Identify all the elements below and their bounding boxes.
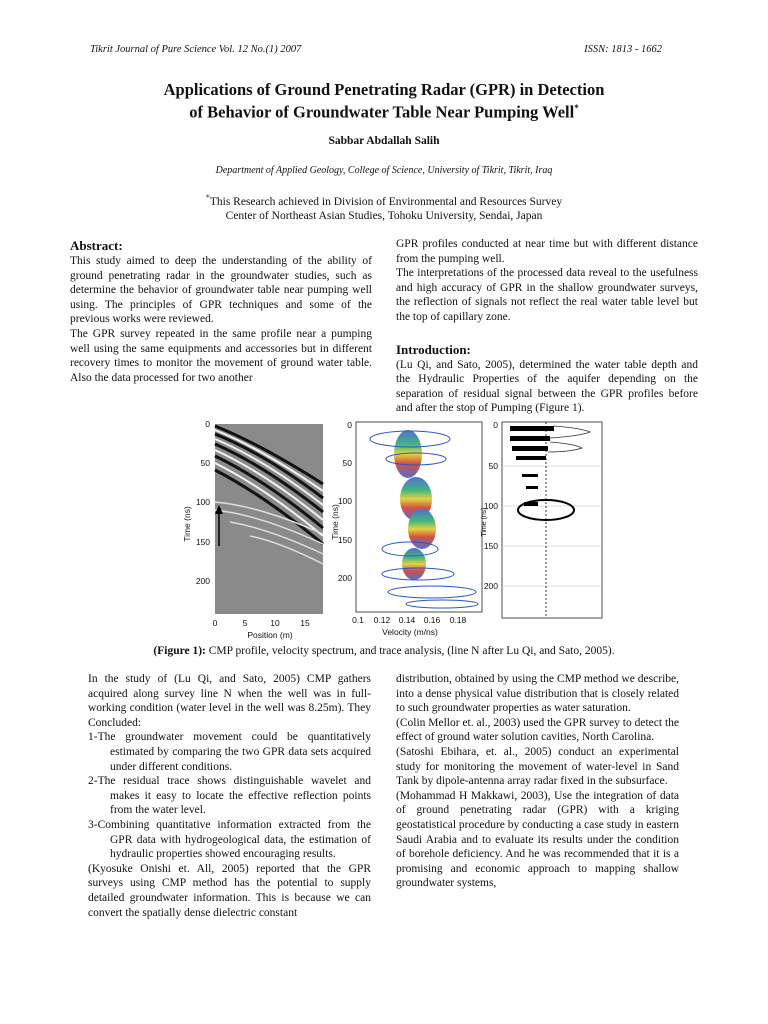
p3-ytick-200: 200 [483, 581, 498, 591]
p3-ytick-150: 150 [483, 541, 498, 551]
p1-ytick-150: 150 [195, 537, 210, 547]
p2-x-axis-label: Velocity (m/ns) [382, 627, 438, 637]
author-name: Sabbar Abdallah Salih [328, 135, 440, 147]
affiliation: Department of Applied Geology, College of Science, University of Tikrit, Tikrit, Iraq [215, 165, 553, 176]
paper-title [40, 80, 728, 122]
title-footnote-mark: * [574, 103, 579, 113]
figure-1 [170, 414, 610, 642]
p2-y-axis-label: Time (ns) [330, 504, 340, 540]
introduction-heading: Introduction: [396, 341, 471, 357]
p1-ytick-50: 50 [200, 458, 210, 468]
abstract-paragraph-2: The GPR survey repeated in the same profile near a pumping well using the same equipments and accessories but in different recovery times to monitor the movement of ground water table. Also the data processed for two another [70, 327, 372, 384]
body-right-column [396, 672, 679, 891]
body-right-paragraph-2: (Colin Mellor et. al., 2003) used the GPR survey to detect the effect of ground water solution cavities, North Carolina. [396, 716, 679, 744]
title-line-1: Applications of Ground Penetrating Radar (GPR) in Detection [163, 80, 605, 99]
conclusion-item-2: 2-The residual trace shows distinguishable wavelet and makes it easy to locate the effective reflection points from the water level. [88, 775, 371, 817]
conclusion-item-1: 1-The groundwater movement could be quantitatively estimated by comparing the two GPR data sets acquired under different conditions. [88, 731, 371, 773]
title-line-2-text: of Behavior of Groundwater Table Near Pumping Well [189, 102, 575, 122]
p2-ytick-0: 0 [347, 420, 352, 430]
body-left-column [88, 672, 371, 920]
p3-ytick-50: 50 [488, 461, 498, 471]
abstract-paragraph-1: This study aimed to deep the understanding of the ability of ground penetrating radar in the groundwater studies, such as determine the behavior of groundwater table near pumping well using. The principles of GPR techniques and some of the previous works were reviewed. [70, 255, 372, 326]
conclusion-item-3: 3-Combining quantitative information extracted from the GPR data with hydrogeological data, the estimation of hydraulic properties showed encouraging results. [88, 818, 371, 861]
p2-xtick-012: 0.12 [373, 615, 391, 625]
right-paragraph-1: GPR profiles conducted at near time but with different distance from the pumping well. [396, 238, 698, 265]
abstract-section [70, 238, 372, 385]
issn-header: ISSN: 1813 - 1662 [584, 44, 662, 55]
p1-xtick-15: 15 [300, 618, 310, 628]
body-right-paragraph-3: (Satoshi Ebihara, et. al., 2005) conduct an experimental study for monitoring the movement of water-level in Sand Tank by dipole-antenna array radar fixed in the subsurface. [396, 745, 679, 788]
body-right-paragraph-4: (Mohammad H Makkawi, 2003), Use the integration of data of ground penetrating radar (GPR) with a kriging geostatistical procedure by conducting a case study in eastern Saudi Arabia and to evaluate its results under the condition of borehole deficiency. And he was recommended that it is a promising and economic approach to mapping shallow groundwater systems, [396, 789, 679, 890]
velocity-spectrum-panel [330, 420, 482, 637]
p2-xtick-018: 0.18 [449, 615, 467, 625]
cmp-profile-panel [182, 419, 323, 640]
p1-ytick-200: 200 [195, 576, 210, 586]
p2-ytick-150: 150 [337, 535, 352, 545]
p3-y-axis-label: Time (ns) [481, 507, 488, 537]
p1-ytick-100: 100 [195, 497, 210, 507]
p2-xtick-014: 0.14 [398, 615, 416, 625]
footnote-line-1 [0, 191, 768, 209]
body-left-paragraph-2: (Kyosuke Onishi et. All, 2005) reported that the GPR surveys using CMP method has the potential to supply detailed groundwater information. This is because we can convert the spatially dense dielectric constant [88, 862, 371, 919]
footnote-line-1-text: This Research achieved in Division of Environmental and Resources Survey [209, 195, 563, 208]
p2-xtick-010: 0.1 [352, 615, 364, 625]
figure-caption-text: CMP profile, velocity spectrum, and trace analysis, (line N after Lu Qi, and Sato, 2005). [205, 645, 615, 657]
figure-caption [0, 645, 768, 657]
research-footnote [0, 191, 768, 223]
p1-xtick-0: 0 [212, 618, 218, 628]
right-paragraph-2: The interpretations of the processed data reveal to the usefulness and high accuracy of GPR in the shallow groundwater surveys, the reflection of signals not reflect the real water table level but the top of capillary zone. [396, 267, 698, 323]
p3-ytick-0: 0 [493, 420, 498, 430]
right-column-top [396, 237, 698, 416]
abstract-heading: Abstract: [70, 238, 123, 253]
p1-y-axis-label: Time (ns) [182, 506, 192, 542]
p2-ytick-50: 50 [342, 458, 352, 468]
p1-xtick-5: 5 [242, 618, 248, 628]
p3-ytick-100: 100 [483, 501, 498, 511]
title-line-2 [40, 99, 728, 122]
footnote-line-2: Center of Northeast Asian Studies, Tohoku University, Sendai, Japan [225, 209, 543, 222]
p2-ytick-200: 200 [337, 573, 352, 583]
p1-xtick-10: 10 [270, 618, 280, 628]
p2-ytick-100: 100 [337, 496, 352, 506]
trace-analysis-panel [481, 420, 602, 618]
p2-xtick-016: 0.16 [423, 615, 441, 625]
figure-caption-label: (Figure 1): [153, 645, 206, 657]
body-right-paragraph-1: distribution, obtained by using the CMP method we describe, into a dense physical value distribution that is closely related to such groundwater properties as water saturation. [396, 673, 679, 715]
journal-header: Tikrit Journal of Pure Science Vol. 12 No.(1) 2007 [90, 44, 302, 55]
footnote-mark: * [205, 193, 210, 202]
p1-ytick-0: 0 [205, 419, 210, 429]
p1-x-axis-label: Position (m) [247, 630, 293, 640]
body-left-paragraph-1: In the study of (Lu Qi, and Sato, 2005) CMP gathers acquired along survey line N when the well was in full-working condition (water level in the well was 8.25m). They Concluded: [88, 673, 371, 729]
introduction-paragraph-1: (Lu Qi, and Sato, 2005), determined the water table depth and the Hydraulic Properties of the aquifer depending on the separation of residual signal between the GPR profiles before and after the stop of Pumping (Figure 1). [396, 358, 698, 415]
